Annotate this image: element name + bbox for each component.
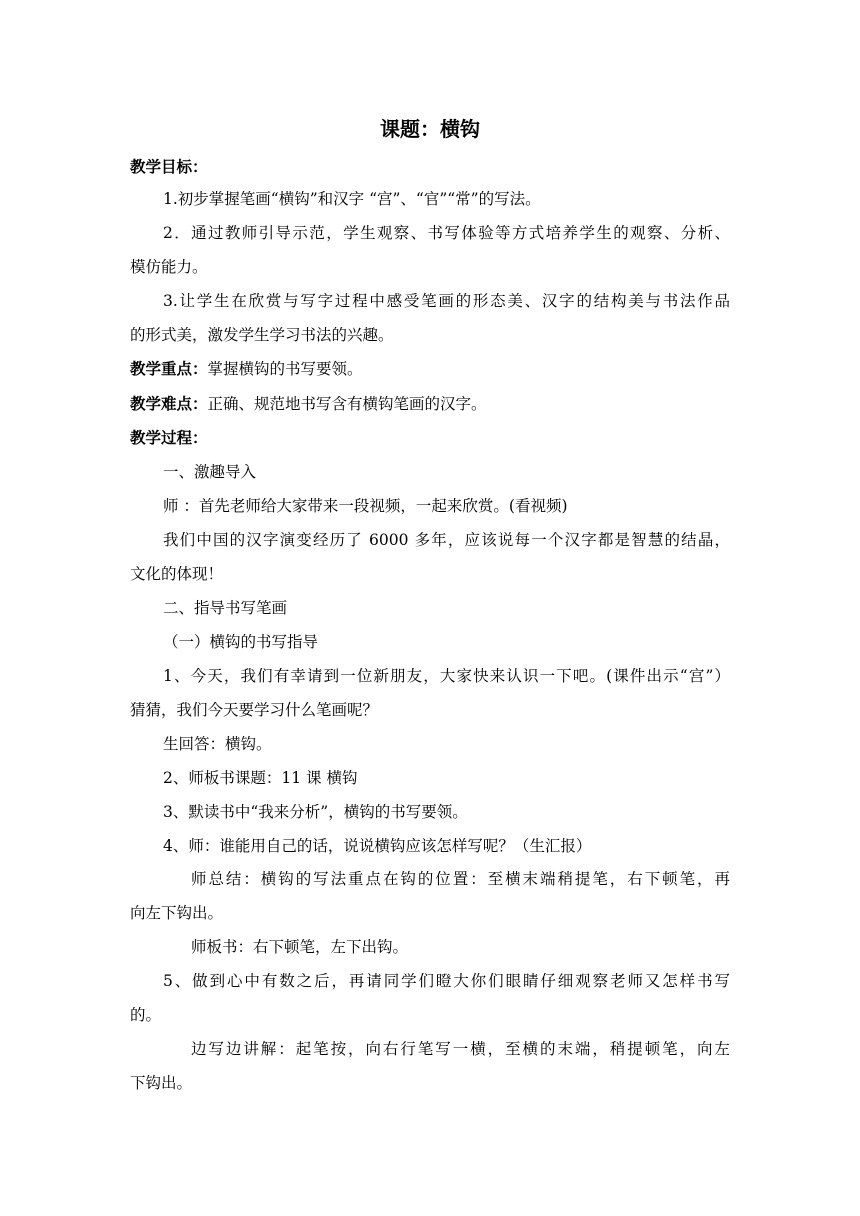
section-1-paragraph-2-line1: 我们中国的汉字演变经历了 6000 多年，应该说每一个汉字都是智慧的结晶， [163,531,730,549]
section-1-paragraph-2-line2: 文化的体现！ [130,565,224,583]
step-5-line2: 的。 [130,1006,162,1024]
teacher-board-note: 师板书：右下顿笔，左下出钩。 [191,938,409,956]
page-title: 课题：横钩 [380,117,480,141]
explanation-line1: 边写边讲解：起笔按，向右行笔写一横，至横的末端，稍提顿笔，向左 [191,1040,730,1058]
step-2: 2、师板书课题：11 课 横钩 [163,769,358,787]
step-5-line1: 5、做到心中有数之后，再请同学们瞪大你们眼睛仔细观察老师又怎样书写 [163,972,730,990]
objective-1: 1.初步掌握笔画“横钩”和汉字 “宫”、“官”“常”的写法。 [163,190,541,208]
difficulty-text: 正确、规范地书写含有横钩笔画的汉字。 [207,395,487,413]
section-1-paragraph-1: 师 ：首先老师给大家带来一段视频，一起来欣赏。(看视频) [163,497,568,515]
step-3: 3、默读书中“我来分析”，横钩的书写要领。 [163,803,468,821]
objective-3-line1: 3.让学生在欣赏与写字过程中感受笔画的形态美、汉字的结构美与书法作品 [163,292,730,310]
step-4: 4、师：谁能用自己的话，说说横钩应该怎样写呢？（生汇报） [163,837,592,855]
key-point-label: 教学重点： [130,360,208,378]
section-2-title: 二、指导书写笔画 [163,599,288,617]
section-1-title: 一、激趣导入 [163,463,257,481]
step-1-line2: 猜猜，我们今天要学习什么笔画呢？ [130,701,379,719]
student-answer: 生回答：横钩。 [163,735,272,753]
objective-2-line2: 模仿能力。 [130,258,208,276]
key-point-row [130,357,730,381]
teacher-summary-line2: 向左下钩出。 [130,904,224,922]
difficulty-row [130,392,730,416]
step-1-line1: 1、今天，我们有幸请到一位新朋友，大家快来认识一下吧。(课件出示“宫”） [163,667,730,685]
process-heading: 教学过程： [130,429,208,447]
objective-2-line1: 2．通过教师引导示范，学生观察、书写体验等方式培养学生的观察、分析、 [163,224,730,242]
difficulty-label: 教学难点： [130,395,208,413]
explanation-line2: 下钩出。 [130,1074,193,1092]
objectives-heading: 教学目标： [130,158,208,176]
section-2-subtitle: （一）横钩的书写指导 [163,633,319,651]
objective-3-line2: 的形式美，激发学生学习书法的兴趣。 [130,326,394,344]
teacher-summary-line1: 师总结：横钩的写法重点在钩的位置：至横末端稍提笔，右下顿笔，再 [191,870,730,888]
key-point-text: 掌握横钩的书写要领。 [207,360,363,378]
